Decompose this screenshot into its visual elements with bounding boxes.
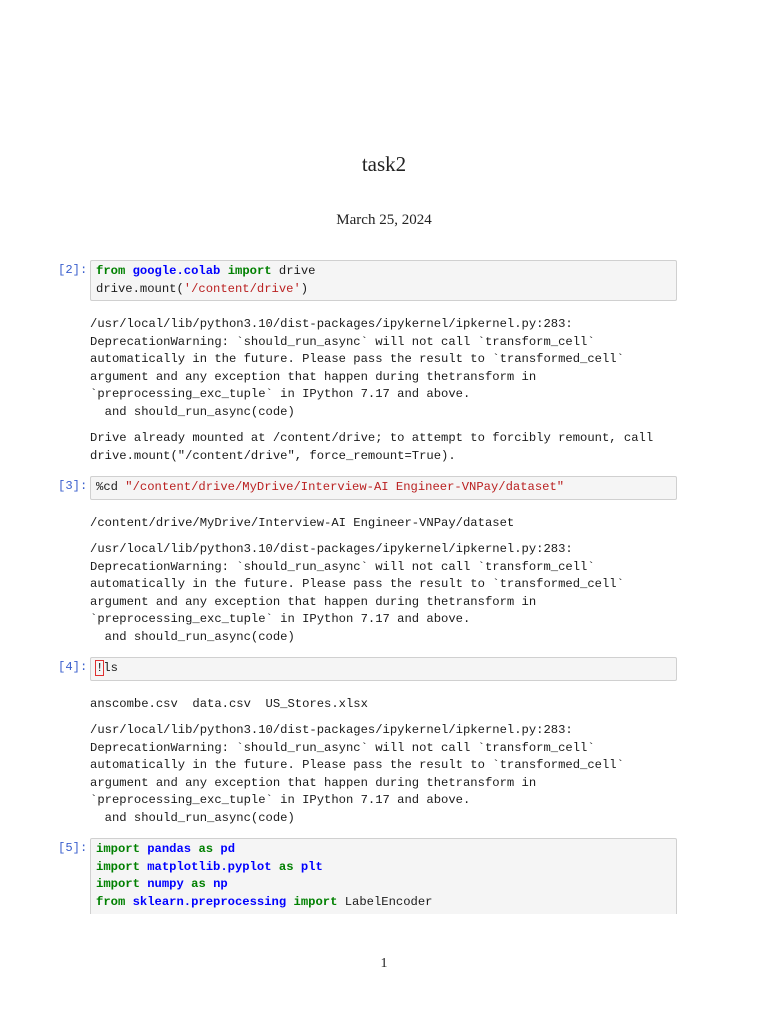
cell-output-stderr: /usr/local/lib/python3.10/dist-packages/ipykernel/ipkernel.py:283: DeprecationWarning: `should_run_async` will not call `transform_cell` automatically in the future. Please pass the result to `transformed_cell` argument and any exception that happen during thetransform in `preprocessing_exc_tuple` in IPython 7.17 and above. and should_run_async(code) [90,317,624,419]
code-line: from sklearn.preprocessing import LabelEncoder [96,894,433,909]
code-cell[interactable] [90,260,677,301]
cell-prompt: [2]: [58,263,88,277]
document-date: March 25, 2024 [336,212,432,228]
cell-prompt: [3]: [58,479,88,493]
code-line: drive.mount('/content/drive') [96,281,309,296]
cell-output-stdout: anscombe.csv data.csv US_Stores.xlsx [90,697,368,711]
page-number: 1 [380,956,388,971]
code-line: %cd "/content/drive/MyDrive/Interview-AI Engineer-VNPay/dataset" [96,480,565,494]
cell-prompt: [5]: [58,841,88,855]
code-cell[interactable] [90,838,677,914]
code-line: !ls [96,661,118,675]
code-line: import pandas as pd [96,842,236,856]
code-cell[interactable] [90,657,677,681]
cell-output-stdout: Drive already mounted at /content/drive; to attempt to forcibly remount, call drive.mount("/content/drive", force_remount=True). [90,431,654,463]
code-line: from google.colab import drive [96,264,316,278]
code-line: import matplotlib.pyplot as plt [96,859,323,874]
cell-output-stderr: /usr/local/lib/python3.10/dist-packages/ipykernel/ipkernel.py:283: DeprecationWarning: `should_run_async` will not call `transform_cell` automatically in the future. Please pass the result to `transformed_cell` argument and any exception that happen during thetransform in `preprocessing_exc_tuple` in IPython 7.17 and above. and should_run_async(code) [90,723,624,825]
document-title: task2 [361,152,407,176]
code-line: import numpy as np [96,877,228,892]
cell-output-stderr: /usr/local/lib/python3.10/dist-packages/ipykernel/ipkernel.py:283: DeprecationWarning: `should_run_async` will not call `transform_cell` automatically in the future. Please pass the result to `transformed_cell` argument and any exception that happen during thetransform in `preprocessing_exc_tuple` in IPython 7.17 and above. and should_run_async(code) [90,542,624,644]
cell-output-stdout: /content/drive/MyDrive/Interview-AI Engineer-VNPay/dataset [90,516,515,530]
code-cell[interactable] [90,476,677,500]
cell-prompt: [4]: [58,660,88,674]
